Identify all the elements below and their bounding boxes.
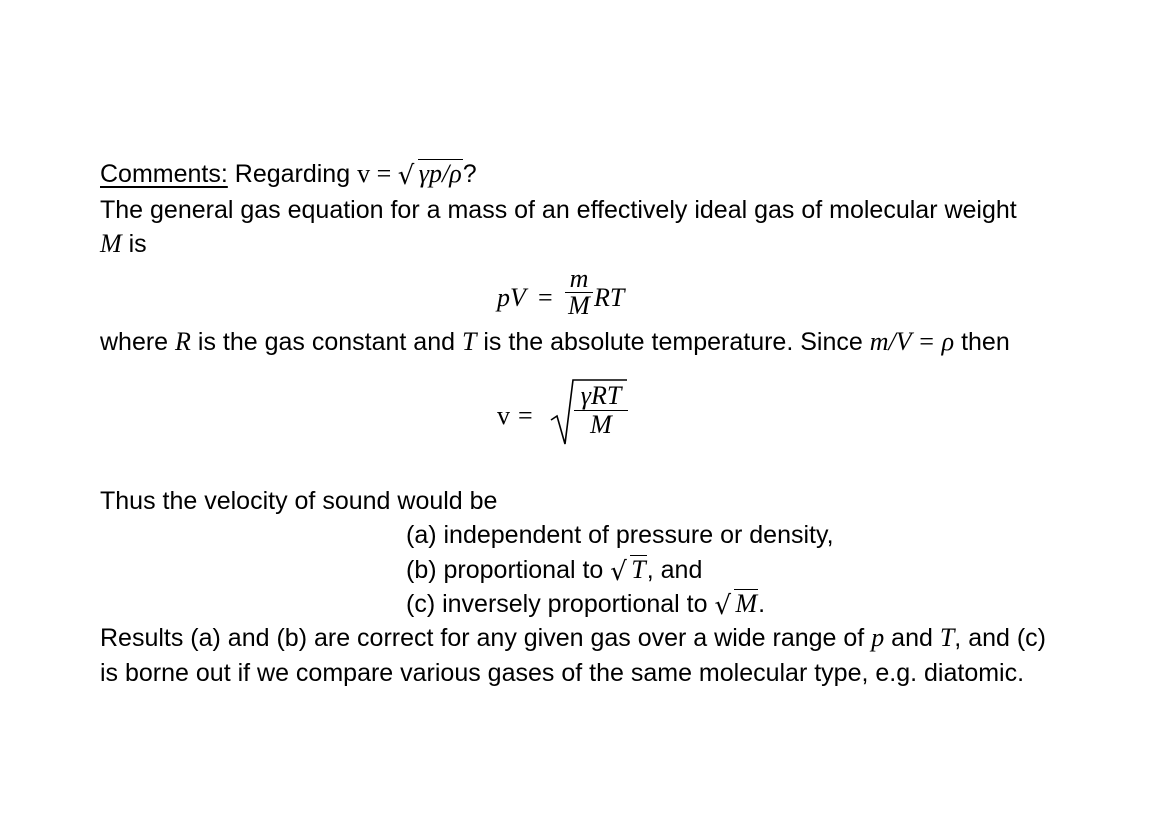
sqrt-symbol: √ xyxy=(397,161,415,191)
eq2-equals: = xyxy=(518,401,533,430)
results-text-1: Results (a) and (b) are correct for any given gas over a wide range of xyxy=(100,624,872,652)
item-b-sqrt xyxy=(610,555,646,585)
item-b-end: , and xyxy=(646,556,703,584)
results-var-p: p xyxy=(871,623,885,652)
eq1-rhs: RT xyxy=(594,283,625,312)
results-text-3: , and (c) xyxy=(954,624,1046,652)
eq2-denominator: M xyxy=(590,410,612,439)
results-line-1 xyxy=(100,623,1046,653)
eq1-denominator: M xyxy=(568,291,590,320)
item-c-text: (c) inversely proportional to xyxy=(406,590,715,618)
comments-end: ? xyxy=(462,160,477,188)
intro-line-2 xyxy=(100,229,147,259)
where-text-3: is the absolute temperature. Since xyxy=(476,328,870,356)
comments-v: v xyxy=(357,159,371,188)
item-c-sqrt xyxy=(714,589,758,619)
where-text-1: where xyxy=(100,328,176,356)
results-line-2: is borne out if we compare various gases of the same molecular type, e.g. diatomic. xyxy=(100,659,1025,687)
item-b-text: (b) proportional to xyxy=(406,556,611,584)
intro-line-1: The general gas equation for a mass of an effectively ideal gas of molecular weight xyxy=(100,196,1017,224)
comments-lead: Regarding xyxy=(227,160,358,188)
list-item-c xyxy=(406,589,765,619)
comments-label: Comments: xyxy=(100,160,228,188)
where-text-4: then xyxy=(954,328,1010,356)
where-line xyxy=(100,327,1010,357)
sqrt-symbol: √ xyxy=(610,557,627,587)
thus-line: Thus the velocity of sound would be xyxy=(100,487,498,515)
where-relation: m/V = ρ xyxy=(869,327,955,356)
eq1-numerator: m xyxy=(569,264,589,293)
sqrt-symbol: √ xyxy=(714,591,732,621)
eq1-lhs: pV xyxy=(497,283,526,312)
eq1-fraction xyxy=(565,266,593,319)
eq2-lhs: v xyxy=(497,401,510,430)
comments-equals: = xyxy=(370,159,398,188)
intro-var-M: M xyxy=(100,229,122,258)
list-item-b xyxy=(406,555,702,585)
list-item-a: (a) independent of pressure or density, xyxy=(406,521,834,549)
where-var-T: T xyxy=(461,327,477,356)
item-b-radicand: T xyxy=(631,555,646,584)
results-var-T: T xyxy=(939,623,955,652)
comments-line xyxy=(100,159,477,189)
intro-line-2-rest: is xyxy=(121,230,147,258)
item-c-radicand: M xyxy=(735,589,758,618)
eq2-fraction xyxy=(574,382,628,439)
eq1-equals: = xyxy=(538,283,553,312)
comments-radicand: γp/ρ xyxy=(418,159,462,188)
results-text-2: and xyxy=(884,624,940,652)
where-var-R: R xyxy=(175,327,191,356)
where-text-2: is the gas constant and xyxy=(190,328,462,356)
item-c-end: . xyxy=(758,590,766,618)
comments-sqrt xyxy=(398,159,463,189)
eq2-numerator: γRT xyxy=(580,381,622,410)
